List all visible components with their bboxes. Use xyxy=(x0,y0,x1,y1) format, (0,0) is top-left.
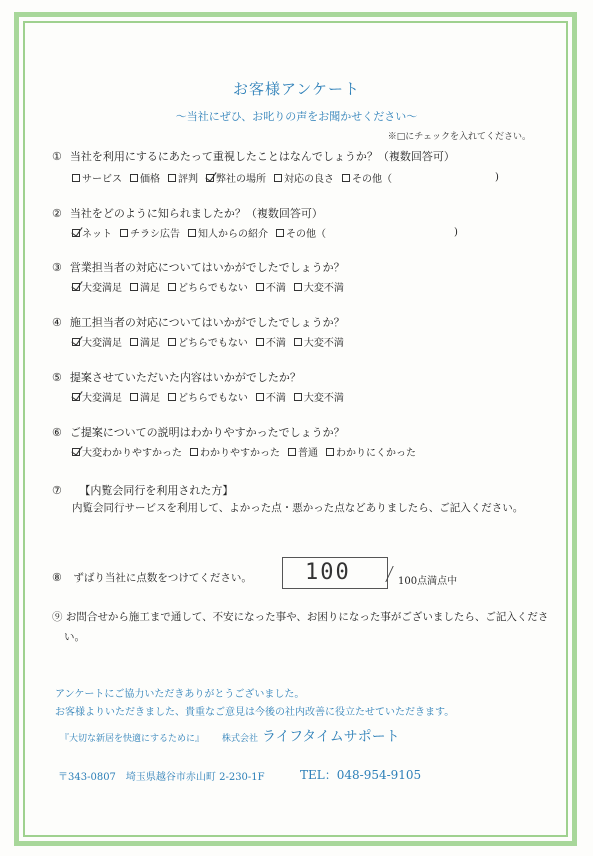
option-label: 大変満足 xyxy=(82,338,122,349)
empty-box-icon[interactable] xyxy=(168,283,176,291)
option-checkbox[interactable] xyxy=(294,279,344,294)
empty-box-icon[interactable] xyxy=(256,283,264,291)
option-checkbox[interactable] xyxy=(326,444,416,459)
checked-box-icon[interactable] xyxy=(72,283,80,291)
option-label: どちらでもない xyxy=(178,283,248,294)
option-checkbox[interactable] xyxy=(72,279,122,294)
question-2 xyxy=(52,205,323,221)
option-label: 大変満足 xyxy=(82,283,122,294)
question-4-options xyxy=(72,334,344,349)
option-checkbox[interactable] xyxy=(274,170,334,185)
option-label: 大変不満 xyxy=(303,338,344,349)
option-label: サービス xyxy=(82,174,122,185)
question-7-text: 内覧会同行サービスを利用して、よかった点・悪かった点などありましたら、ご記入ください。 xyxy=(72,502,524,514)
question-number: ⑧ xyxy=(52,571,62,584)
question-4 xyxy=(52,314,345,330)
checked-box-icon[interactable] xyxy=(72,338,80,346)
empty-box-icon[interactable] xyxy=(256,393,264,401)
option-label: 大変わかりやすかった xyxy=(82,448,182,459)
option-label: 満足 xyxy=(140,283,160,294)
question-1 xyxy=(52,148,455,164)
option-label: 不満 xyxy=(265,393,286,404)
question-6 xyxy=(52,424,345,440)
option-checkbox[interactable] xyxy=(120,225,180,240)
empty-box-icon[interactable] xyxy=(168,338,176,346)
option-label: 満足 xyxy=(140,393,160,404)
question-number: ③ xyxy=(52,261,62,274)
question-text: 当社をどのように知られましたか？（複数回答可） xyxy=(69,207,323,220)
option-checkbox[interactable] xyxy=(168,170,198,185)
option-label: チラシ広告 xyxy=(130,229,180,240)
option-checkbox[interactable] xyxy=(256,334,286,349)
option-checkbox[interactable] xyxy=(72,444,182,459)
option-label: 知人からの紹介 xyxy=(198,229,268,240)
empty-box-icon[interactable] xyxy=(294,338,302,346)
option-label: 満足 xyxy=(140,338,160,349)
closing-paren: ) xyxy=(495,172,499,183)
option-label: その他（ xyxy=(352,174,392,185)
option-checkbox[interactable] xyxy=(288,444,318,459)
option-label: 大変不満 xyxy=(303,283,344,294)
empty-box-icon[interactable] xyxy=(326,448,334,456)
empty-box-icon[interactable] xyxy=(168,174,176,182)
question-9-line2: い。 xyxy=(64,631,85,643)
option-label: どちらでもない xyxy=(178,393,248,404)
option-label: 大変不満 xyxy=(303,393,344,404)
checked-box-icon[interactable] xyxy=(72,393,80,401)
company-prefix: 株式会社 xyxy=(222,734,259,744)
option-label: その他（ xyxy=(286,229,326,240)
option-checkbox[interactable] xyxy=(130,279,160,294)
question-text: 当社を利用にするにあたって重視したことはなんでしょうか？（複数回答可） xyxy=(69,150,455,163)
option-label: 不満 xyxy=(265,338,286,349)
empty-box-icon[interactable] xyxy=(130,174,138,182)
option-checkbox[interactable] xyxy=(276,225,326,240)
question-text: ずばり当社に点数をつけてください。 xyxy=(73,572,252,584)
empty-box-icon[interactable] xyxy=(256,338,264,346)
empty-box-icon[interactable] xyxy=(294,393,302,401)
score-suffix: 100点満点中 xyxy=(398,576,458,587)
checked-box-icon[interactable] xyxy=(72,229,80,237)
question-3 xyxy=(52,259,345,275)
empty-box-icon[interactable] xyxy=(130,338,138,346)
empty-box-icon[interactable] xyxy=(274,174,282,182)
question-8 xyxy=(52,570,252,585)
empty-box-icon[interactable] xyxy=(276,229,284,237)
option-label: 弊社の場所 xyxy=(216,174,266,185)
option-label: わかりにくかった xyxy=(336,448,416,459)
option-checkbox[interactable] xyxy=(130,334,160,349)
telephone: TEL：048-954-9105 xyxy=(300,768,422,782)
option-checkbox[interactable] xyxy=(168,389,248,404)
option-checkbox[interactable] xyxy=(294,389,344,404)
footer-note: お客様よりいただきました、貴重なご意見は今後の社内改善に役立たせていただきます。 xyxy=(55,707,455,718)
option-checkbox[interactable] xyxy=(256,279,286,294)
option-checkbox[interactable] xyxy=(72,389,122,404)
closing-paren: ) xyxy=(454,227,458,238)
question-text: 提案させていただいた内容はいかがでしたか？ xyxy=(69,371,301,384)
empty-box-icon[interactable] xyxy=(120,229,128,237)
option-checkbox[interactable] xyxy=(188,225,268,240)
question-text: ご提案についての説明はわかりやすかったでしょうか？ xyxy=(69,426,345,439)
address: 〒343-0807 埼玉県越谷市赤山町 2-230-1F xyxy=(58,772,265,783)
question-9 xyxy=(52,609,548,624)
empty-box-icon[interactable] xyxy=(294,283,302,291)
slogan: 『大切な新居を快適にするために』 xyxy=(60,734,205,744)
option-checkbox[interactable] xyxy=(72,334,122,349)
option-label: どちらでもない xyxy=(178,338,248,349)
question-text: 施工担当者の対応についてはいかがでしたでしょうか？ xyxy=(69,316,345,329)
option-checkbox[interactable] xyxy=(206,170,266,185)
empty-box-icon[interactable] xyxy=(288,448,296,456)
question-number: ⑦ xyxy=(52,484,62,497)
question-7 xyxy=(52,482,233,498)
question-number: ② xyxy=(52,207,62,220)
question-number: ④ xyxy=(52,316,62,329)
question-5 xyxy=(52,369,301,385)
empty-box-icon[interactable] xyxy=(188,229,196,237)
empty-box-icon[interactable] xyxy=(72,174,80,182)
option-label: 大変満足 xyxy=(82,393,122,404)
survey-title: お客様アンケート xyxy=(232,80,361,98)
option-label: 対応の良さ xyxy=(284,174,334,185)
option-label: ネット xyxy=(82,229,112,240)
company-name: ライフタイムサポート xyxy=(262,729,400,745)
question-number: ⑨ xyxy=(52,611,63,623)
question-heading: 【内覧会同行を利用された方】 xyxy=(79,484,234,497)
question-number: ⑥ xyxy=(52,426,62,439)
option-checkbox[interactable] xyxy=(130,389,160,404)
instruction-note: ※□にチェックを入れてください。 xyxy=(387,132,531,142)
question-number: ⑤ xyxy=(52,371,62,384)
question-3-options xyxy=(72,279,344,294)
score-value: 100 xyxy=(305,560,351,585)
option-label: わかりやすかった xyxy=(200,448,280,459)
checked-box-icon[interactable] xyxy=(206,174,214,182)
option-checkbox[interactable] xyxy=(190,444,280,459)
question-number: ① xyxy=(52,150,62,163)
empty-box-icon[interactable] xyxy=(130,393,138,401)
question-text: 営業担当者の対応についてはいかがでしたでしょうか？ xyxy=(69,261,345,274)
option-label: 価格 xyxy=(140,174,160,185)
option-label: 不満 xyxy=(265,283,286,294)
question-text: お問合せから施工まで通して、不安になった事や、お困りになった事がございましたら、ご記入くださ xyxy=(65,611,549,623)
question-2-options xyxy=(72,225,458,240)
option-checkbox[interactable] xyxy=(256,389,286,404)
option-checkbox[interactable] xyxy=(72,170,122,185)
empty-box-icon[interactable] xyxy=(168,393,176,401)
option-checkbox[interactable] xyxy=(342,170,392,185)
option-label: 普通 xyxy=(298,448,318,459)
empty-box-icon[interactable] xyxy=(130,283,138,291)
question-6-options xyxy=(72,444,416,459)
option-checkbox[interactable] xyxy=(168,334,248,349)
empty-box-icon[interactable] xyxy=(190,448,198,456)
survey-subtitle: ～当社にぜひ、お叱りの声をお聞かせください～ xyxy=(175,110,418,123)
option-label: 評判 xyxy=(178,174,198,185)
option-checkbox[interactable] xyxy=(294,334,344,349)
question-1-options xyxy=(72,170,499,185)
question-5-options xyxy=(72,389,344,404)
checked-box-icon[interactable] xyxy=(72,448,80,456)
thanks-text: アンケートにご協力いただきありがとうございました。 xyxy=(55,689,305,700)
option-checkbox[interactable] xyxy=(130,170,160,185)
empty-box-icon[interactable] xyxy=(342,174,350,182)
option-checkbox[interactable] xyxy=(72,225,112,240)
option-checkbox[interactable] xyxy=(168,279,248,294)
